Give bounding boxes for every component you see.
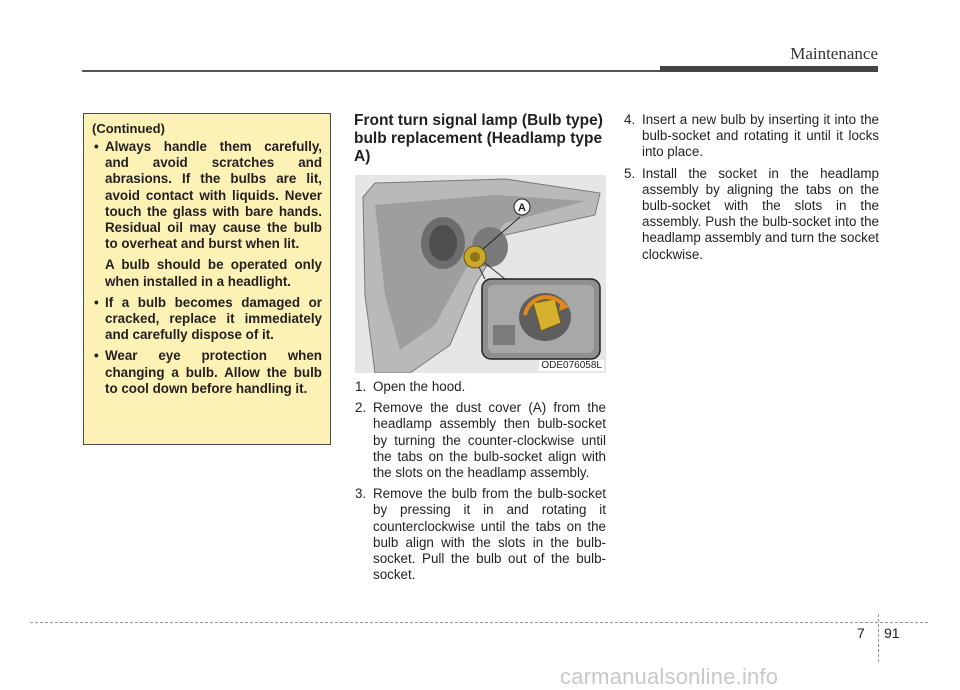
steps-list-left [355, 379, 606, 588]
caution-item-text: Always handle them carefully, and avoid scratches and abrasions. If the bulbs are lit, avoid contact with liquids. Never touch the glass with bare hands. Residual oil may cause the bulb to overheat and burst when lit. [105, 139, 322, 252]
watermark: carmanualsonline.info [560, 664, 779, 689]
step-number: 2. [355, 400, 367, 416]
headlamp-figure [355, 175, 606, 373]
step-text: Install the socket in the headlamp assembly by aligning the tabs on the bulb-socket with the slots in the assembly. Push the bulb-socket into the headlamp assembly and turn the socket clockwise. [642, 165, 879, 262]
caution-item-text: If a bulb becomes damaged or cracked, replace it immediately and carefully dispose of it. [105, 294, 322, 343]
caution-box [83, 113, 331, 445]
callout-label-a: A [518, 202, 526, 214]
step-text: Insert a new bulb by inserting it into the bulb-socket and rotating it until it locks into place. [642, 112, 879, 160]
step-text: Remove the dust cover (A) from the headlamp assembly then bulb-socket by turning the counter-clockwise until the tabs on the bulb-socket align with the slots on the headlamp assembly. [373, 400, 606, 481]
caution-item [92, 348, 322, 397]
step-item [624, 112, 879, 161]
header-rule [82, 70, 660, 72]
bullet-icon: • [94, 294, 99, 310]
step-item [624, 166, 879, 263]
bullet-icon: • [94, 139, 99, 154]
step-number: 3. [355, 486, 367, 502]
page-number: 91 [884, 625, 900, 641]
footer-divider [878, 614, 879, 662]
step-number: 4. [624, 112, 636, 127]
caution-item-text: Wear eye protection when changing a bulb. Allow the bulb to cool down before handling it. [105, 348, 322, 396]
figure-code: ODE076058L [541, 360, 602, 371]
headlamp-illustration [355, 175, 606, 373]
footer-rule [30, 622, 928, 623]
chapter-number: 7 [857, 625, 865, 641]
step-text: Remove the bulb from the bulb-socket by pressing it in and rotating it counterclockwise until the tabs on the bulb align with the slots in the bulb-socket. Pull the bulb out of the bulb-socket. [373, 486, 606, 583]
step-text: Open the hood. [373, 379, 466, 394]
step-item [355, 486, 606, 583]
caution-continued: (Continued) [92, 121, 165, 136]
header-title: Maintenance [790, 44, 878, 63]
header-bar [660, 66, 878, 72]
step-item [355, 400, 606, 481]
caution-item [92, 295, 322, 344]
section-title: Front turn signal lamp (Bulb type) bulb replacement (Headlamp type A) [354, 112, 603, 165]
step-item [355, 379, 606, 395]
steps-list-right [624, 112, 879, 268]
caution-item [92, 139, 322, 252]
step-number: 1. [355, 379, 367, 394]
step-number: 5. [624, 165, 636, 181]
caution-sub-note: A bulb should be operated only when installed in a headlight. [105, 257, 322, 289]
bullet-icon: • [94, 348, 99, 364]
